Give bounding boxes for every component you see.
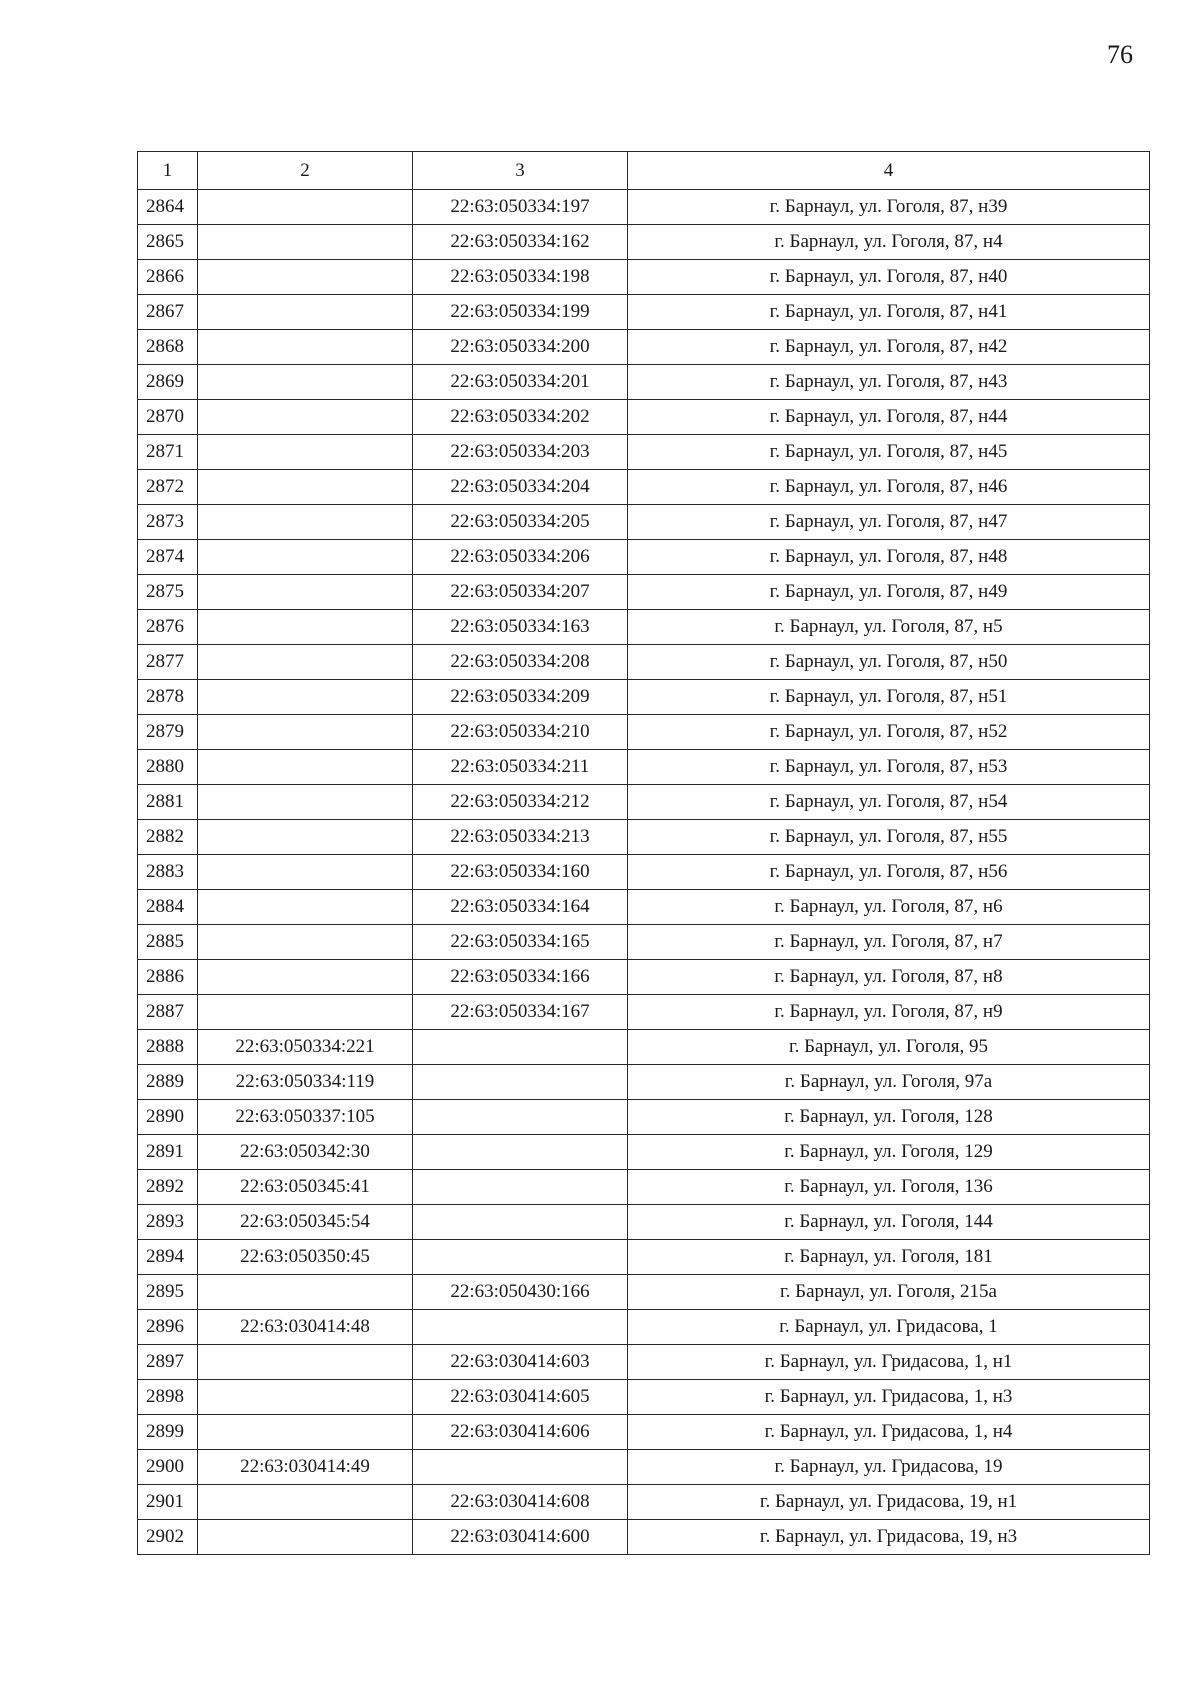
row-number-cell: 2885 (138, 925, 198, 960)
building-cadastral-number-cell: 22:63:050334:162 (413, 225, 628, 260)
table-row (138, 505, 1150, 540)
row-number-cell: 2867 (138, 295, 198, 330)
row-number-cell: 2899 (138, 1415, 198, 1450)
land-cadastral-number-cell (198, 435, 413, 470)
land-cadastral-number-cell: 22:63:030414:49 (198, 1450, 413, 1485)
table-row (138, 1310, 1150, 1345)
row-number-cell: 2894 (138, 1240, 198, 1275)
land-cadastral-number-cell (198, 925, 413, 960)
building-cadastral-number-cell (413, 1100, 628, 1135)
header-row (138, 152, 1150, 190)
table-row (138, 960, 1150, 995)
building-cadastral-number-cell: 22:63:050334:206 (413, 540, 628, 575)
row-number-cell: 2902 (138, 1520, 198, 1555)
building-cadastral-number-cell (413, 1135, 628, 1170)
building-cadastral-number-cell: 22:63:050334:164 (413, 890, 628, 925)
row-number-cell: 2895 (138, 1275, 198, 1310)
row-number-cell: 2876 (138, 610, 198, 645)
table-row (138, 1065, 1150, 1100)
building-cadastral-number-cell: 22:63:050334:200 (413, 330, 628, 365)
table-row (138, 330, 1150, 365)
row-number-cell: 2891 (138, 1135, 198, 1170)
table-row (138, 295, 1150, 330)
address-cell: г. Барнаул, ул. Гоголя, 181 (628, 1240, 1150, 1275)
building-cadastral-number-cell: 22:63:030414:608 (413, 1485, 628, 1520)
building-cadastral-number-cell: 22:63:050334:197 (413, 190, 628, 225)
building-cadastral-number-cell: 22:63:050334:163 (413, 610, 628, 645)
building-cadastral-number-cell: 22:63:050334:212 (413, 785, 628, 820)
table-row (138, 750, 1150, 785)
land-cadastral-number-cell (198, 575, 413, 610)
column-header-2: 2 (198, 152, 413, 190)
table-row (138, 1135, 1150, 1170)
address-cell: г. Барнаул, ул. Гоголя, 87, н47 (628, 505, 1150, 540)
table-row (138, 260, 1150, 295)
table-row (138, 785, 1150, 820)
building-cadastral-number-cell: 22:63:050334:207 (413, 575, 628, 610)
land-cadastral-number-cell (198, 540, 413, 575)
row-number-cell: 2880 (138, 750, 198, 785)
building-cadastral-number-cell: 22:63:050334:211 (413, 750, 628, 785)
table-header (138, 152, 1150, 190)
row-number-cell: 2870 (138, 400, 198, 435)
land-cadastral-number-cell (198, 1415, 413, 1450)
row-number-cell: 2871 (138, 435, 198, 470)
table-row (138, 1030, 1150, 1065)
building-cadastral-number-cell: 22:63:050334:165 (413, 925, 628, 960)
land-cadastral-number-cell: 22:63:050350:45 (198, 1240, 413, 1275)
land-cadastral-number-cell (198, 820, 413, 855)
building-cadastral-number-cell (413, 1205, 628, 1240)
address-cell: г. Барнаул, ул. Гоголя, 87, н46 (628, 470, 1150, 505)
address-cell: г. Барнаул, ул. Гоголя, 87, н40 (628, 260, 1150, 295)
table-row (138, 1450, 1150, 1485)
row-number-cell: 2868 (138, 330, 198, 365)
land-cadastral-number-cell (198, 645, 413, 680)
land-cadastral-number-cell (198, 1345, 413, 1380)
registry-table (137, 151, 1150, 1555)
row-number-cell: 2893 (138, 1205, 198, 1240)
table-row (138, 890, 1150, 925)
building-cadastral-number-cell: 22:63:050334:208 (413, 645, 628, 680)
column-header-4: 4 (628, 152, 1150, 190)
address-cell: г. Барнаул, ул. Гридасова, 1, н1 (628, 1345, 1150, 1380)
building-cadastral-number-cell (413, 1450, 628, 1485)
table-body (138, 190, 1150, 1555)
row-number-cell: 2884 (138, 890, 198, 925)
row-number-cell: 2869 (138, 365, 198, 400)
address-cell: г. Барнаул, ул. Гоголя, 129 (628, 1135, 1150, 1170)
building-cadastral-number-cell: 22:63:050430:166 (413, 1275, 628, 1310)
land-cadastral-number-cell (198, 470, 413, 505)
land-cadastral-number-cell (198, 610, 413, 645)
building-cadastral-number-cell: 22:63:050334:166 (413, 960, 628, 995)
address-cell: г. Барнаул, ул. Гоголя, 87, н6 (628, 890, 1150, 925)
land-cadastral-number-cell (198, 785, 413, 820)
table-row (138, 1240, 1150, 1275)
building-cadastral-number-cell: 22:63:030414:603 (413, 1345, 628, 1380)
land-cadastral-number-cell (198, 1485, 413, 1520)
building-cadastral-number-cell: 22:63:050334:202 (413, 400, 628, 435)
building-cadastral-number-cell: 22:63:050334:209 (413, 680, 628, 715)
land-cadastral-number-cell: 22:63:030414:48 (198, 1310, 413, 1345)
address-cell: г. Барнаул, ул. Гоголя, 87, н50 (628, 645, 1150, 680)
building-cadastral-number-cell: 22:63:050334:167 (413, 995, 628, 1030)
table-row (138, 1170, 1150, 1205)
address-cell: г. Барнаул, ул. Гоголя, 87, н8 (628, 960, 1150, 995)
address-cell: г. Барнаул, ул. Гоголя, 87, н39 (628, 190, 1150, 225)
address-cell: г. Барнаул, ул. Гоголя, 87, н42 (628, 330, 1150, 365)
address-cell: г. Барнаул, ул. Гридасова, 1, н3 (628, 1380, 1150, 1415)
address-cell: г. Барнаул, ул. Гоголя, 215а (628, 1275, 1150, 1310)
land-cadastral-number-cell (198, 260, 413, 295)
row-number-cell: 2881 (138, 785, 198, 820)
land-cadastral-number-cell (198, 365, 413, 400)
building-cadastral-number-cell: 22:63:050334:160 (413, 855, 628, 890)
address-cell: г. Барнаул, ул. Гоголя, 87, н55 (628, 820, 1150, 855)
row-number-cell: 2889 (138, 1065, 198, 1100)
land-cadastral-number-cell (198, 330, 413, 365)
building-cadastral-number-cell (413, 1240, 628, 1275)
building-cadastral-number-cell (413, 1310, 628, 1345)
land-cadastral-number-cell: 22:63:050345:41 (198, 1170, 413, 1205)
building-cadastral-number-cell (413, 1030, 628, 1065)
table-row (138, 645, 1150, 680)
row-number-cell: 2865 (138, 225, 198, 260)
address-cell: г. Барнаул, ул. Гридасова, 1 (628, 1310, 1150, 1345)
address-cell: г. Барнаул, ул. Гоголя, 87, н43 (628, 365, 1150, 400)
land-cadastral-number-cell: 22:63:050334:221 (198, 1030, 413, 1065)
address-cell: г. Барнаул, ул. Гридасова, 19, н3 (628, 1520, 1150, 1555)
building-cadastral-number-cell: 22:63:050334:205 (413, 505, 628, 540)
land-cadastral-number-cell (198, 1380, 413, 1415)
address-cell: г. Барнаул, ул. Гоголя, 87, н5 (628, 610, 1150, 645)
land-cadastral-number-cell (198, 225, 413, 260)
address-cell: г. Барнаул, ул. Гридасова, 19 (628, 1450, 1150, 1485)
building-cadastral-number-cell (413, 1170, 628, 1205)
table-row (138, 995, 1150, 1030)
land-cadastral-number-cell (198, 960, 413, 995)
land-cadastral-number-cell (198, 400, 413, 435)
table-row (138, 1205, 1150, 1240)
table-row (138, 1345, 1150, 1380)
land-cadastral-number-cell: 22:63:050334:119 (198, 1065, 413, 1100)
address-cell: г. Барнаул, ул. Гоголя, 97а (628, 1065, 1150, 1100)
building-cadastral-number-cell: 22:63:050334:198 (413, 260, 628, 295)
address-cell: г. Барнаул, ул. Гоголя, 128 (628, 1100, 1150, 1135)
address-cell: г. Барнаул, ул. Гоголя, 87, н53 (628, 750, 1150, 785)
building-cadastral-number-cell: 22:63:050334:201 (413, 365, 628, 400)
address-cell: г. Барнаул, ул. Гоголя, 95 (628, 1030, 1150, 1065)
land-cadastral-number-cell (198, 715, 413, 750)
column-header-1: 1 (138, 152, 198, 190)
row-number-cell: 2866 (138, 260, 198, 295)
table-row (138, 540, 1150, 575)
address-cell: г. Барнаул, ул. Гоголя, 136 (628, 1170, 1150, 1205)
table-row (138, 575, 1150, 610)
building-cadastral-number-cell: 22:63:030414:606 (413, 1415, 628, 1450)
row-number-cell: 2892 (138, 1170, 198, 1205)
row-number-cell: 2888 (138, 1030, 198, 1065)
table-row (138, 1275, 1150, 1310)
table-row (138, 225, 1150, 260)
row-number-cell: 2896 (138, 1310, 198, 1345)
land-cadastral-number-cell (198, 890, 413, 925)
land-cadastral-number-cell: 22:63:050342:30 (198, 1135, 413, 1170)
table-row (138, 1100, 1150, 1135)
land-cadastral-number-cell (198, 680, 413, 715)
table-row (138, 1380, 1150, 1415)
address-cell: г. Барнаул, ул. Гоголя, 87, н49 (628, 575, 1150, 610)
table-row (138, 1485, 1150, 1520)
land-cadastral-number-cell (198, 855, 413, 890)
row-number-cell: 2898 (138, 1380, 198, 1415)
table-row (138, 855, 1150, 890)
table-row (138, 1415, 1150, 1450)
column-header-3: 3 (413, 152, 628, 190)
table-row (138, 190, 1150, 225)
land-cadastral-number-cell: 22:63:050337:105 (198, 1100, 413, 1135)
building-cadastral-number-cell: 22:63:050334:210 (413, 715, 628, 750)
address-cell: г. Барнаул, ул. Гоголя, 87, н56 (628, 855, 1150, 890)
address-cell: г. Барнаул, ул. Гоголя, 87, н48 (628, 540, 1150, 575)
address-cell: г. Барнаул, ул. Гридасова, 1, н4 (628, 1415, 1150, 1450)
row-number-cell: 2882 (138, 820, 198, 855)
table-row (138, 1520, 1150, 1555)
building-cadastral-number-cell: 22:63:050334:199 (413, 295, 628, 330)
table-row (138, 470, 1150, 505)
building-cadastral-number-cell: 22:63:030414:605 (413, 1380, 628, 1415)
row-number-cell: 2864 (138, 190, 198, 225)
building-cadastral-number-cell: 22:63:050334:213 (413, 820, 628, 855)
table-row (138, 610, 1150, 645)
table-row (138, 715, 1150, 750)
row-number-cell: 2887 (138, 995, 198, 1030)
land-cadastral-number-cell: 22:63:050345:54 (198, 1205, 413, 1240)
row-number-cell: 2874 (138, 540, 198, 575)
land-cadastral-number-cell (198, 190, 413, 225)
land-cadastral-number-cell (198, 505, 413, 540)
row-number-cell: 2873 (138, 505, 198, 540)
address-cell: г. Барнаул, ул. Гоголя, 87, н45 (628, 435, 1150, 470)
land-cadastral-number-cell (198, 1275, 413, 1310)
table-row (138, 365, 1150, 400)
address-cell: г. Барнаул, ул. Гоголя, 144 (628, 1205, 1150, 1240)
address-cell: г. Барнаул, ул. Гоголя, 87, н4 (628, 225, 1150, 260)
row-number-cell: 2877 (138, 645, 198, 680)
row-number-cell: 2883 (138, 855, 198, 890)
land-cadastral-number-cell (198, 995, 413, 1030)
address-cell: г. Барнаул, ул. Гоголя, 87, н51 (628, 680, 1150, 715)
address-cell: г. Барнаул, ул. Гоголя, 87, н52 (628, 715, 1150, 750)
address-cell: г. Барнаул, ул. Гоголя, 87, н41 (628, 295, 1150, 330)
land-cadastral-number-cell (198, 1520, 413, 1555)
address-cell: г. Барнаул, ул. Гоголя, 87, н9 (628, 995, 1150, 1030)
building-cadastral-number-cell: 22:63:050334:204 (413, 470, 628, 505)
row-number-cell: 2879 (138, 715, 198, 750)
table-row (138, 680, 1150, 715)
land-cadastral-number-cell (198, 750, 413, 785)
page-number: 76 (1107, 40, 1133, 69)
address-cell: г. Барнаул, ул. Гоголя, 87, н44 (628, 400, 1150, 435)
building-cadastral-number-cell: 22:63:030414:600 (413, 1520, 628, 1555)
table-row (138, 925, 1150, 960)
row-number-cell: 2878 (138, 680, 198, 715)
building-cadastral-number-cell: 22:63:050334:203 (413, 435, 628, 470)
row-number-cell: 2897 (138, 1345, 198, 1380)
building-cadastral-number-cell (413, 1065, 628, 1100)
address-cell: г. Барнаул, ул. Гоголя, 87, н7 (628, 925, 1150, 960)
table-row (138, 435, 1150, 470)
row-number-cell: 2872 (138, 470, 198, 505)
address-cell: г. Барнаул, ул. Гоголя, 87, н54 (628, 785, 1150, 820)
row-number-cell: 2875 (138, 575, 198, 610)
row-number-cell: 2890 (138, 1100, 198, 1135)
table-row (138, 400, 1150, 435)
address-cell: г. Барнаул, ул. Гридасова, 19, н1 (628, 1485, 1150, 1520)
row-number-cell: 2886 (138, 960, 198, 995)
table-row (138, 820, 1150, 855)
land-cadastral-number-cell (198, 295, 413, 330)
row-number-cell: 2901 (138, 1485, 198, 1520)
row-number-cell: 2900 (138, 1450, 198, 1485)
